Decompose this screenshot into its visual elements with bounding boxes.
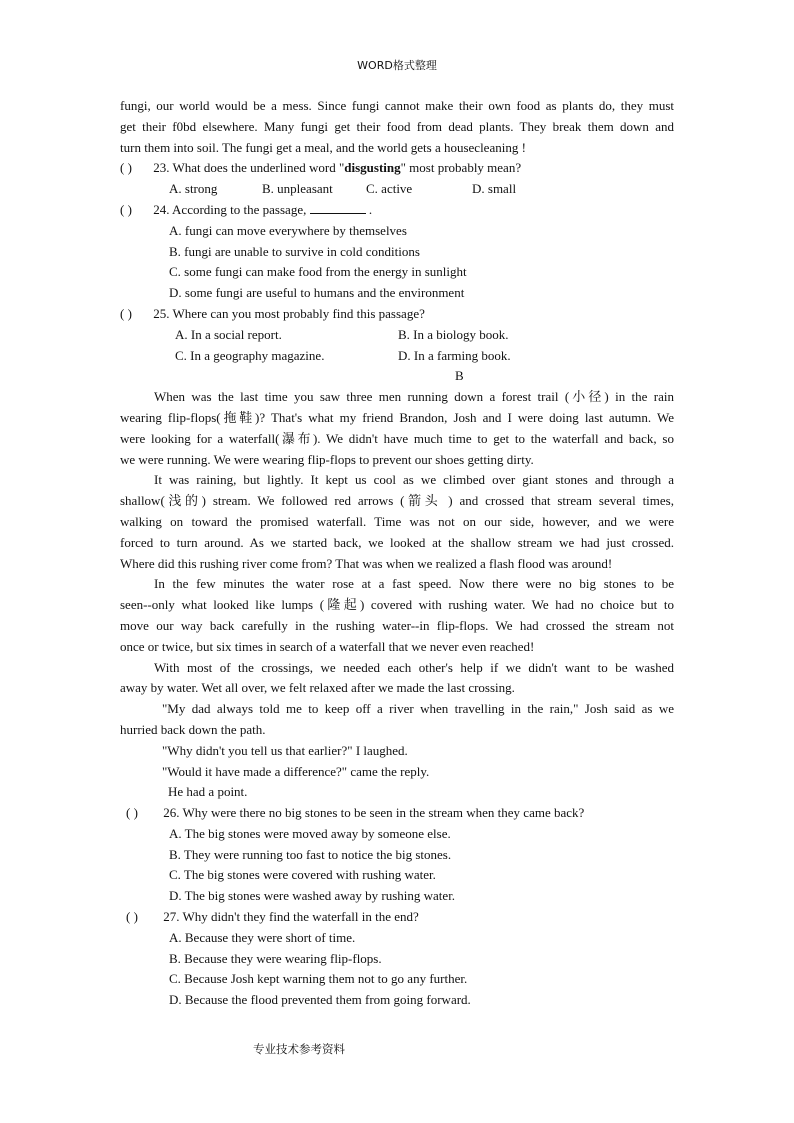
question-number: 26.: [163, 805, 180, 821]
fill-blank[interactable]: [310, 201, 366, 214]
paragraph-line: away by water. Wet all over, we felt relaxed after we made the last crossing.: [120, 680, 515, 696]
section-label: B: [455, 368, 464, 384]
option-d: D. In a farming book.: [398, 347, 511, 363]
paragraph-line: fungi, our world would be a mess. Since fungi cannot make their own food as plants do, they must: [120, 98, 674, 113]
answer-bracket[interactable]: ( ): [126, 805, 138, 821]
question-text: Why didn't they find the waterfall in the end?: [182, 909, 419, 925]
paragraph-line: get their f0bd elsewhere. Many fungi get their food from dead plants. They break them down and: [120, 118, 674, 134]
page-header: WORD格式整理: [357, 59, 437, 72]
paragraph-line: move our way back carefully in the rushing water--in flip-flops. We had crossed the stream not: [120, 617, 674, 633]
option-c: C. The big stones were covered with rushing water.: [169, 867, 436, 883]
paragraph-line: With most of the crossings, we needed each other's help if we didn't want to be washed: [154, 659, 674, 675]
paragraph-line: seen--only what looked like lumps (隆起) covered with rushing water. We had no choice but to: [120, 597, 674, 613]
options-row: [120, 325, 674, 346]
paragraph-line: hurried back down the path.: [120, 721, 266, 737]
paragraph-line: walking on toward the promised waterfall. Time was not on our side, however, and we were: [120, 513, 674, 529]
option-b: B. unpleasant: [262, 181, 333, 197]
option-a: A. fungi can move everywhere by themselves: [169, 222, 407, 238]
option-d: D. some fungi are useful to humans and the environment: [169, 285, 465, 301]
answer-bracket[interactable]: ( ): [120, 201, 132, 217]
question-keyword: disgusting: [344, 160, 401, 176]
dialog-line: He had a point.: [168, 784, 248, 800]
question-number: 27.: [163, 909, 180, 925]
question-number: 25.: [153, 305, 170, 321]
option-b: B. Because they were wearing flip-flops.: [169, 950, 382, 966]
document-body: [120, 96, 674, 1011]
option-c: C. In a geography magazine.: [175, 347, 325, 363]
paragraph-line: we were running. We were wearing flip-flops to prevent our shoes getting dirty.: [120, 451, 534, 467]
options-row: [120, 179, 674, 200]
option-a: A. Because they were short of time.: [169, 929, 356, 945]
dialog-line: "Why didn't you tell us that earlier?" I laughed.: [162, 742, 408, 758]
question-24: ( ) 24. According to the passage, .: [120, 200, 674, 221]
question-text: " most probably mean?: [400, 160, 522, 176]
question-text: Why were there no big stones to be seen in the stream when they came back?: [182, 805, 585, 821]
answer-bracket[interactable]: ( ): [120, 305, 132, 321]
option-c: C. Because Josh kept warning them not to go any further.: [169, 971, 468, 987]
option-d: D. The big stones were washed away by rushing water.: [169, 888, 456, 904]
page-footer: 专业技术参考资料: [253, 1042, 345, 1056]
options-row: [120, 346, 674, 367]
paragraph-line: forced to turn around. As we started back, we looked at the shallow stream we had just crossed.: [120, 534, 674, 550]
question-number: 24.: [153, 201, 170, 217]
paragraph-line: Where did this rushing river come from? That was when we realized a flash flood was around!: [120, 555, 613, 571]
paragraph-line: once or twice, but six times in search of a waterfall that we never even reached!: [120, 638, 535, 654]
option-d: D. small: [472, 181, 517, 197]
paragraph-line: In the few minutes the water rose at a fast speed. Now there were no big stones to be: [154, 576, 674, 592]
question-25: [120, 304, 674, 325]
question-27: [120, 907, 674, 928]
answer-bracket[interactable]: ( ): [120, 160, 132, 176]
option-b: B. They were running too fast to notice the big stones.: [169, 846, 452, 862]
option-b: B. In a biology book.: [398, 326, 509, 342]
paragraph-line: were looking for a waterfall(瀑布). We didn't have much time to get to the waterfall and back, so: [120, 430, 674, 446]
option-c: C. some fungi can make food from the energy in sunlight: [169, 264, 467, 280]
question-text: According to the passage,: [172, 201, 307, 217]
option-a: A. The big stones were moved away by someone else.: [169, 825, 451, 841]
dialog-line: "Would it have made a difference?" came the reply.: [162, 763, 430, 779]
paragraph-line: wearing flip-flops(拖鞋)? That's what my friend Brandon, Josh and I were doing last autumn. We: [120, 409, 674, 425]
paragraph-line: shallow(浅的) stream. We followed red arrows (箭头 ) and crossed that stream several times,: [120, 493, 674, 509]
paragraph-line: turn them into soil. The fungi get a meal, and the world gets a housecleaning !: [120, 139, 526, 155]
question-text: Where can you most probably find this passage?: [172, 305, 425, 321]
question-26: [120, 803, 674, 824]
option-a: A. strong: [169, 181, 218, 197]
question-text: What does the underlined word ": [172, 160, 345, 176]
option-c: C. active: [366, 181, 413, 197]
option-d: D. Because the flood prevented them from going forward.: [169, 992, 471, 1008]
question-23: [120, 158, 674, 179]
option-b: B. fungi are unable to survive in cold conditions: [169, 243, 420, 259]
paragraph-line: When was the last time you saw three men running down a forest trail (小径) in the rain: [154, 389, 674, 405]
paragraph-line: "My dad always told me to keep off a river when travelling in the rain," Josh said as we: [162, 701, 674, 717]
paragraph-line: It was raining, but lightly. It kept us cool as we climbed over giant stones and through a: [154, 472, 674, 488]
question-number: 23.: [153, 160, 170, 176]
option-a: A. In a social report.: [175, 326, 282, 342]
answer-bracket[interactable]: ( ): [126, 909, 138, 925]
